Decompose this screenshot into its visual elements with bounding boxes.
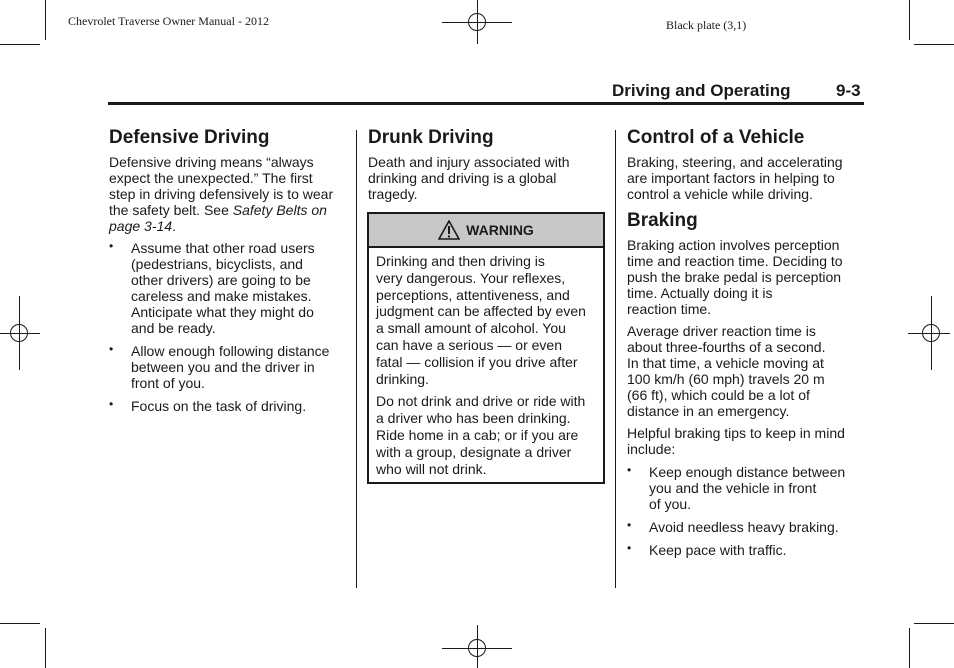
heading-braking: Braking [627,210,698,231]
braking-paragraph-1: Braking action involves perception time and reaction time. Deciding to push the brake pedal is perception time. Actually doing it is reaction time. [627,237,843,317]
list-item: • Assume that other road users (pedestrians, bicyclists, and other drivers) are going to be careless and make mistakes. Anticipate what they might do and be ready. [109,239,315,336]
braking-paragraph-2: Average driver reaction time is about three-fourths of a second. In that time, a vehicle moving at 100 km/h (60 mph) travels 20 m (66 ft), which could be a lot of distance in an emergency. [627,323,826,419]
warning-header [369,214,603,248]
list-item: • Focus on the task of driving. [109,397,307,414]
header-rule [108,102,864,105]
list-item: • Keep pace with traffic. [627,541,787,558]
page-reference[interactable]: page 3-14 [109,218,173,234]
registration-mark-bottom [462,633,492,663]
drunk-intro: Death and injury associated with drinking and driving is a global tragedy. [368,154,570,202]
page-number: 9-3 [836,81,861,100]
crop-mark-bottom-right-h [914,623,954,624]
crop-mark-bottom-right-v [909,628,910,668]
registration-mark-left [4,318,34,348]
bullet-icon: • [109,239,114,253]
column-rule-2 [615,130,616,588]
control-paragraph: Braking, steering, and accelerating are important factors in helping to control a vehicle while driving. [627,154,843,202]
bullet-icon: • [627,463,632,477]
warning-triangle-icon [438,220,460,240]
warning-box [367,212,605,484]
bullet-icon: • [627,541,632,555]
list-item: • Avoid needless heavy braking. [627,518,839,535]
heading-defensive-driving: Defensive Driving [109,127,270,148]
warning-paragraph-2: Do not drink and drive or ride with a driver who has been drinking. Ride home in a cab; or if you are with a group, designate a driver who will not drink. [376,393,586,477]
manual-title: Chevrolet Traverse Owner Manual - 2012 [68,14,269,28]
list-item: • Keep enough distance between you and the vehicle in front of you. [627,463,846,512]
warning-paragraph-1: Drinking and then driving is very dangerous. Your reflexes, perceptions, attentiveness, and judgment can be affected by even a small amount of alcohol. You can have a serious — or even fatal — collision if you drive after drinking. [376,253,586,387]
registration-mark-right [916,318,946,348]
plate-label: Black plate (3,1) [666,18,747,32]
bullet-icon: • [109,397,114,411]
crop-mark-bottom-left-v [45,628,46,668]
column-vehicle-control [627,127,867,558]
defensive-intro: Defensive driving means “always expect the unexpected.” The first step in driving defensively is to wear the safety belt. See Safety Belts on page 3-14. [109,154,334,234]
registration-mark-top [462,7,492,37]
column-drunk-driving [368,127,606,202]
crop-mark-bottom-left-h [0,623,40,624]
column-defensive-driving [109,127,349,414]
braking-paragraph-3: Helpful braking tips to keep in mind include: [627,425,845,457]
list-item: • Allow enough following distance between you and the driver in front of you. [109,342,330,391]
crop-mark-top-left-h [0,44,40,45]
bullet-icon: • [109,342,114,356]
heading-drunk-driving: Drunk Driving [368,127,494,148]
crop-mark-top-right-v [909,0,910,40]
crop-mark-top-right-h [914,44,954,45]
crop-mark-top-left-v [45,0,46,40]
heading-control-of-a-vehicle: Control of a Vehicle [627,127,805,148]
section-title: Driving and Operating [612,81,791,100]
bullet-icon: • [627,518,632,532]
defensive-bullet-list [109,240,349,414]
warning-label: WARNING [466,222,534,238]
braking-bullet-list [627,464,867,558]
column-rule-1 [356,130,357,588]
safety-belts-reference[interactable]: Safety Belts on [232,202,327,218]
